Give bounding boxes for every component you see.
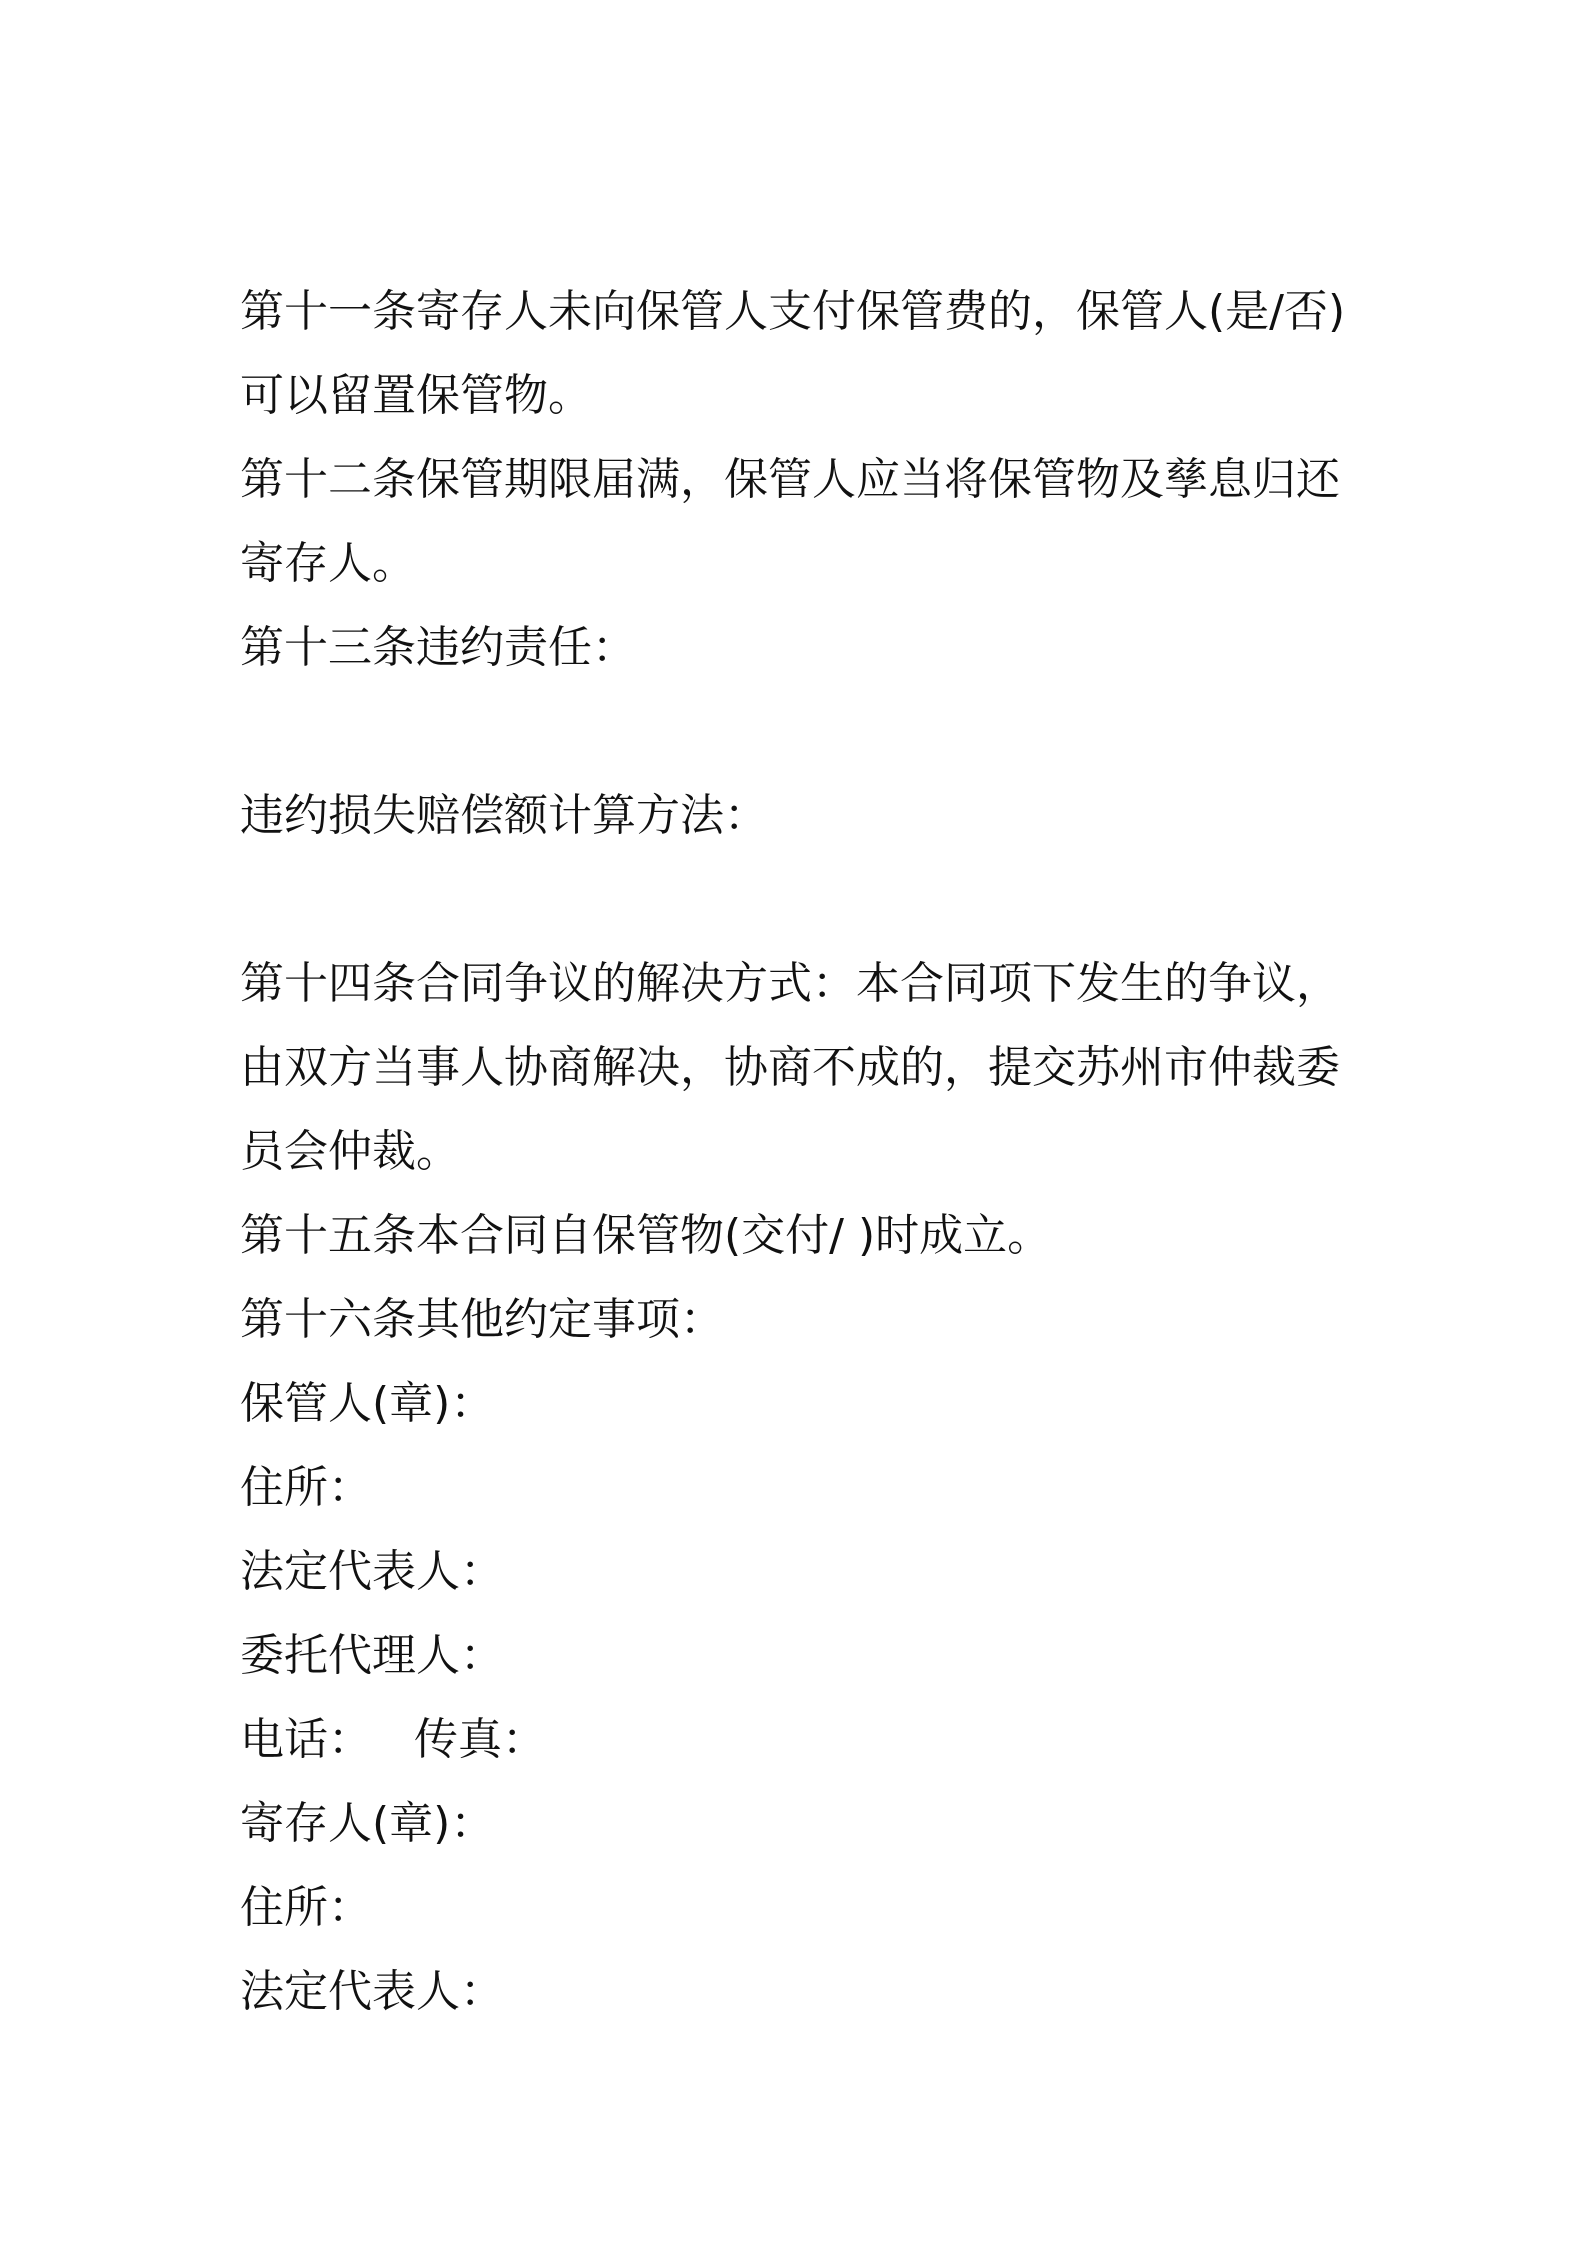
depositor-legal-rep-label: 法定代表人：	[240, 1966, 504, 2017]
blank-line	[240, 858, 1360, 942]
article-12: 第十二条保管期限届满，保管人应当将保管物及孳息归还寄存人。	[240, 454, 1340, 589]
blank-line	[240, 690, 1360, 774]
custodian-address-label: 住所：	[240, 1462, 372, 1513]
document-body	[240, 270, 1360, 2034]
depositor-seal-label: 寄存人(章)：	[240, 1798, 495, 1849]
article-15: 第十五条本合同自保管物(交付/ )时成立。	[240, 1210, 1052, 1261]
article-16: 第十六条其他约定事项：	[240, 1294, 724, 1345]
article-14: 第十四条合同争议的解决方式：本合同项下发生的争议，由双方当事人协商解决，协商不成的，提交苏州市仲裁委员会仲裁。	[240, 958, 1340, 1177]
custodian-legal-rep-label: 法定代表人：	[240, 1546, 504, 1597]
article-11: 第十一条寄存人未向保管人支付保管费的，保管人(是/否)可以留置保管物。	[240, 286, 1346, 421]
custodian-phone-fax-label: 电话： 传真：	[240, 1714, 546, 1765]
article-13: 第十三条违约责任：	[240, 622, 636, 673]
custodian-seal-label: 保管人(章)：	[240, 1378, 495, 1429]
damages-calculation: 违约损失赔偿额计算方法：	[240, 790, 768, 841]
depositor-address-label: 住所：	[240, 1882, 372, 1933]
custodian-agent-label: 委托代理人：	[240, 1630, 504, 1681]
